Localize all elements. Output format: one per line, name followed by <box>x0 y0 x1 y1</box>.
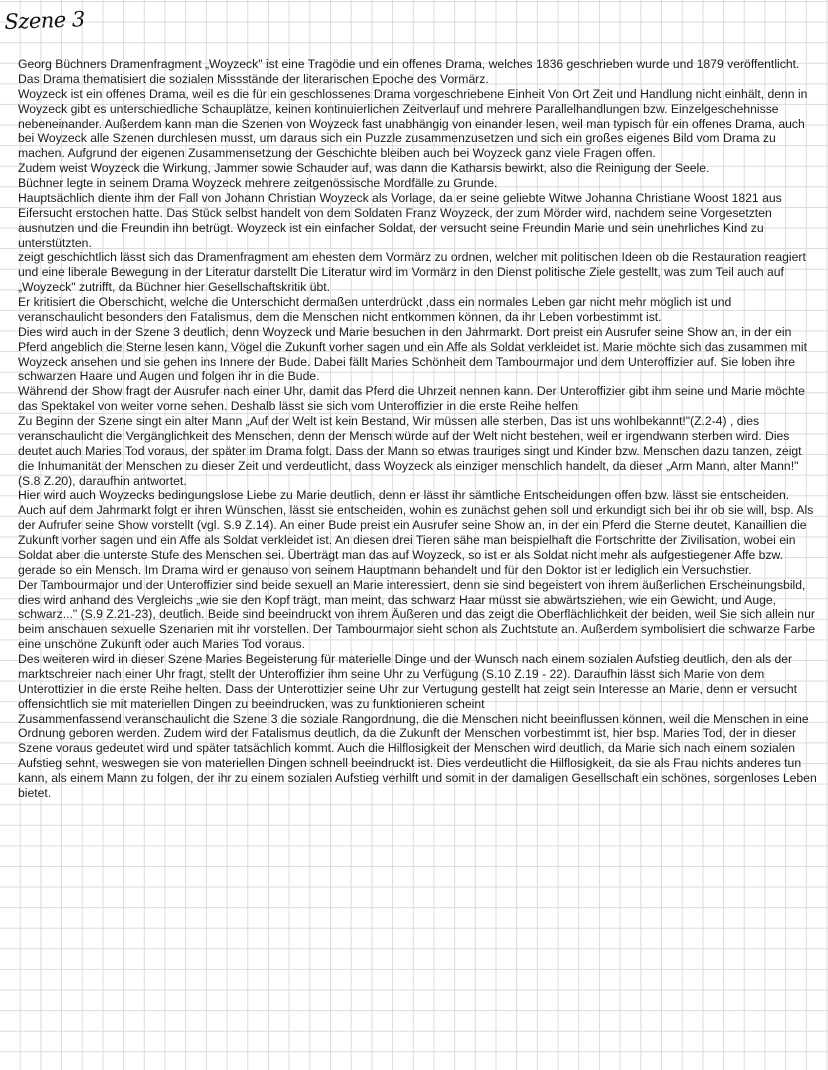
paragraph: Der Tambourmajor und der Unteroffizier sind beide sexuell an Marie interessiert, denn sie sind begeistert von ihrem äußerlichen Erscheinungsbild, dies wird anhand des Vergleichs „wie sie den Kopf trägt, man meint, das schwarz Haar müsst sie abwärtsziehen, wie ein Gewicht, und Auge, schwarz..." (S.9 Z.21-23), deutlich. Beide sind beeindruckt von ihrem Äußeren und das zeigt die Oberflächlichkeit der beiden, weil Sie sich allein nur beim anschauen sexuelle Szenarien mit ihr vorstellen. Der Tambourmajor sieht schon als Zuchtstute an. Außerdem symbolisiert die schwarze Farbe eine unschöne Zukunft oder auch Maries Tod voraus. <box>18 577 816 652</box>
paragraph: Er kritisiert die Oberschicht, welche die Unterschicht dermaßen unterdrückt ,dass ein normales Leben gar nicht mehr möglich ist und veranschaulicht besonders den Fatalismus, dem die Menschen nicht entkommen können, da ihr Leben vorbestimmt ist. <box>18 295 732 324</box>
essay-body <box>18 57 818 801</box>
paragraph: Hauptsächlich diente ihm der Fall von Johann Christian Woyzeck als Vorlage, da er seine geliebte Witwe Johanna Christiane Woost 1821 aus Eifersucht erstochen hatte. Das Stück selbst handelt von dem Soldaten Franz Woyzeck, der zum Mörder wird, nachdem seine Vorgesetzten ausnutzen und die Freundin ihn betrügt. Woyzeck ist ein einfacher Soldat, der versucht seine Freundin Marie und sein unehrliches Kind zu unterstützten. <box>18 190 782 250</box>
paragraph: Woyzeck ist ein offenes Drama, weil es die für ein geschlossenes Drama vorgeschriebene Einheit Von Ort Zeit und Handlung nicht einhält, denn in Woyzeck gibt es unterschiedliche Schauplätze, keinen kontinuierlichen Zeitverlauf und mehrere Parallelhandlungen bzw. Einzelgeschehnisse nebeneinander. Außerdem kann man die Szenen von Woyzeck fast unabhängig von einander lesen, weil man typisch für ein offenes Drama, auch bei Woyzeck alle Szenen durchlesen musst, um daraus sich ein Puzzle zusammenzusetzen und sich ein großes eigenes Bild vom Drama zu machen. Aufgrund der eigenen Zusammensetzung der Geschichte bleiben auch bei Woyzeck ganz viele Fragen offen. <box>18 86 808 161</box>
paragraph: Während der Show fragt der Ausrufer nach einer Uhr, damit das Pferd die Uhrzeit nennen kann. Der Unteroffizier gibt ihm seine und Marie möchte das Spektakel von weiter vorne sehen. Deshalb lässt sie sich vom Unteroffizier in die erste Reihe helfen <box>18 384 805 414</box>
paragraph: Zudem weist Woyzeck die Wirkung, Jammer sowie Schauder auf, was dann die Katharsis bewirkt, also die Reinigung der Seele. <box>18 161 710 176</box>
paragraph: Zusammenfassend veranschaulicht die Szene 3 die soziale Rangordnung, die die Menschen nicht beeinflussen können, weil die Menschen in eine Ordnung geboren werden. Zudem wird der Fatalismus deutlich, da die Zukunft der Menschen vorbestimmt ist, hier bsp. Maries Tod, der in dieser Szene voraus gedeutet wird und später tatsächlich kommt. Auch die Hilflosigkeit der Menschen wird deutlich, da Marie sich nach einem sozialen Aufstieg sehnt, weswegen sie von materiellen Dingen schnell beeindruckt ist. Dies verdeutlicht die Hilflosigkeit, da sie als Frau nichts anderes tun kann, als einem Mann zu folgen, der ihr zu einem sozialen Aufstieg verhilft und somit in der damaligen Gesellschaft ein schönes, sorgenloses Leben bietet. <box>18 711 817 800</box>
paragraph: Büchner legte in seinem Drama Woyzeck mehrere zeitgenössische Mordfälle zu Grunde. <box>18 176 498 190</box>
paragraph: zeigt geschichtlich lässt sich das Dramenfragment am ehesten dem Vormärz zu ordnen, welcher mit politischen Ideen ob die Restauration reagiert und eine liberale Bewegung in der Literatur darstellt Die Literatur wird im Vormärz in den Dienst politische Ziele gestellt, was zum Teil auch auf <box>18 250 806 280</box>
paragraph: Hier wird auch Woyzecks bedingungslose Liebe zu Marie deutlich, denn er lässt ihr sämtliche Entscheidungen offen bzw. lässt sie entscheiden. Auch auf dem Jahrmarkt folgt er ihren Wünschen, lässt sie entscheiden, wohin es zunächst gehen soll und erkundigt sich bei ihr ob sie will, bsp. Als der Aufrufer seine Show vorstellt (vgl. S.9 Z.14). An einer Bude preist ein Ausrufer seine Show an, in der ein Pferd die Sterne deutet, Kanaillien die Zukunft vorher sagen und ein Affe als Soldat verkleidet ist. An diesen drei Tieren sähe man beispielhaft die Fortschritte der Zivilisation, wobei ein Soldat aber die unterste Stufe des Menschen sei. Überträgt man das auf Woyzeck, so ist er als Soldat nicht mehr als aufgestiegener Affe bzw. gerade so ein Mensch. Im Drama wird er genauso von seinem Hauptmann behandelt und für den Doktor ist er lediglich ein Versuchstier. <box>18 488 814 577</box>
paragraph: Dies wird auch in der Szene 3 deutlich, denn Woyzeck und Marie besuchen in den Jahrmarkt. Dort preist ein Ausrufer seine Show an, in der ein Pferd angeblich die Sterne lesen kann, Vögel die Zukunft vorher sagen und ein Affe als Soldat verkleidet ist. Marie möchte sich das zusammen mit Woyzeck ansehen und sie gehen ins Innere der Bude. Dabei fällt Maries Schönheit dem Tambourmajor und dem Unteroffizier auf. Sie loben ihre schwarzen Haare und Augen und folgen ihr in die Bude. <box>18 324 808 384</box>
paragraph: „Woyzeck" zutrifft, da Büchner hier Gesellschaftskritik übt. <box>18 280 331 295</box>
paragraph: Georg Büchners Dramenfragment „Woyzeck" ist eine Tragödie und ein offenes Drama, welches 1836 geschrieben wurde und 1879 veröffentlicht. Das Drama thematisiert die sozialen Missstände der literarischen Epoche des Vormärz. <box>18 57 800 86</box>
paragraph: Des weiteren wird in dieser Szene Maries Begeisterung für materielle Dinge und der Wunsch nach einem sozialen Aufstieg deutlich, den als der marktschreier nach einer Uhr fragt, stellt der Unteroffizier ihm seine Uhr zu Verfügung (S.10 Z.19 - 22). Daraufhin lässt sich Marie von dem Unterottizier in die erste Reihe helten. Dass der Unterottizier seine Uhr zur Vertugung gestellt hat zeigt sein Interesse an Marie, denn er versucht offensichtlich sie mit materiellen Dingen zu beeindrucken, was zu funktionieren scheint <box>18 652 798 711</box>
paragraph: Zu Beginn der Szene singt ein alter Mann „Auf der Welt ist kein Bestand, Wir müssen alle sterben, Das ist uns wohlbekannt!"(Z.2-4) , dies veranschaulicht die Vergänglichkeit des Menschen, denn der Mensch würde auf der Welt nicht bestehen, weil er irgendwann sterben wird. Dies deutet auch Maries Tod voraus, der später im Drama folgt. Dass der Mann so etwas trauriges singt und Kinder bzw. Menschen dazu tanzen, zeigt die Inhumanität der Menschen zu dieser Zeit und verdeutlicht, dass Woyzeck als einziger menschlich handelt, da dieser „Arm Mann, alter Mann!"(S.8 Z.20), daraufhin antwortet. <box>18 414 802 488</box>
page-title: Szene 3 <box>4 7 86 34</box>
